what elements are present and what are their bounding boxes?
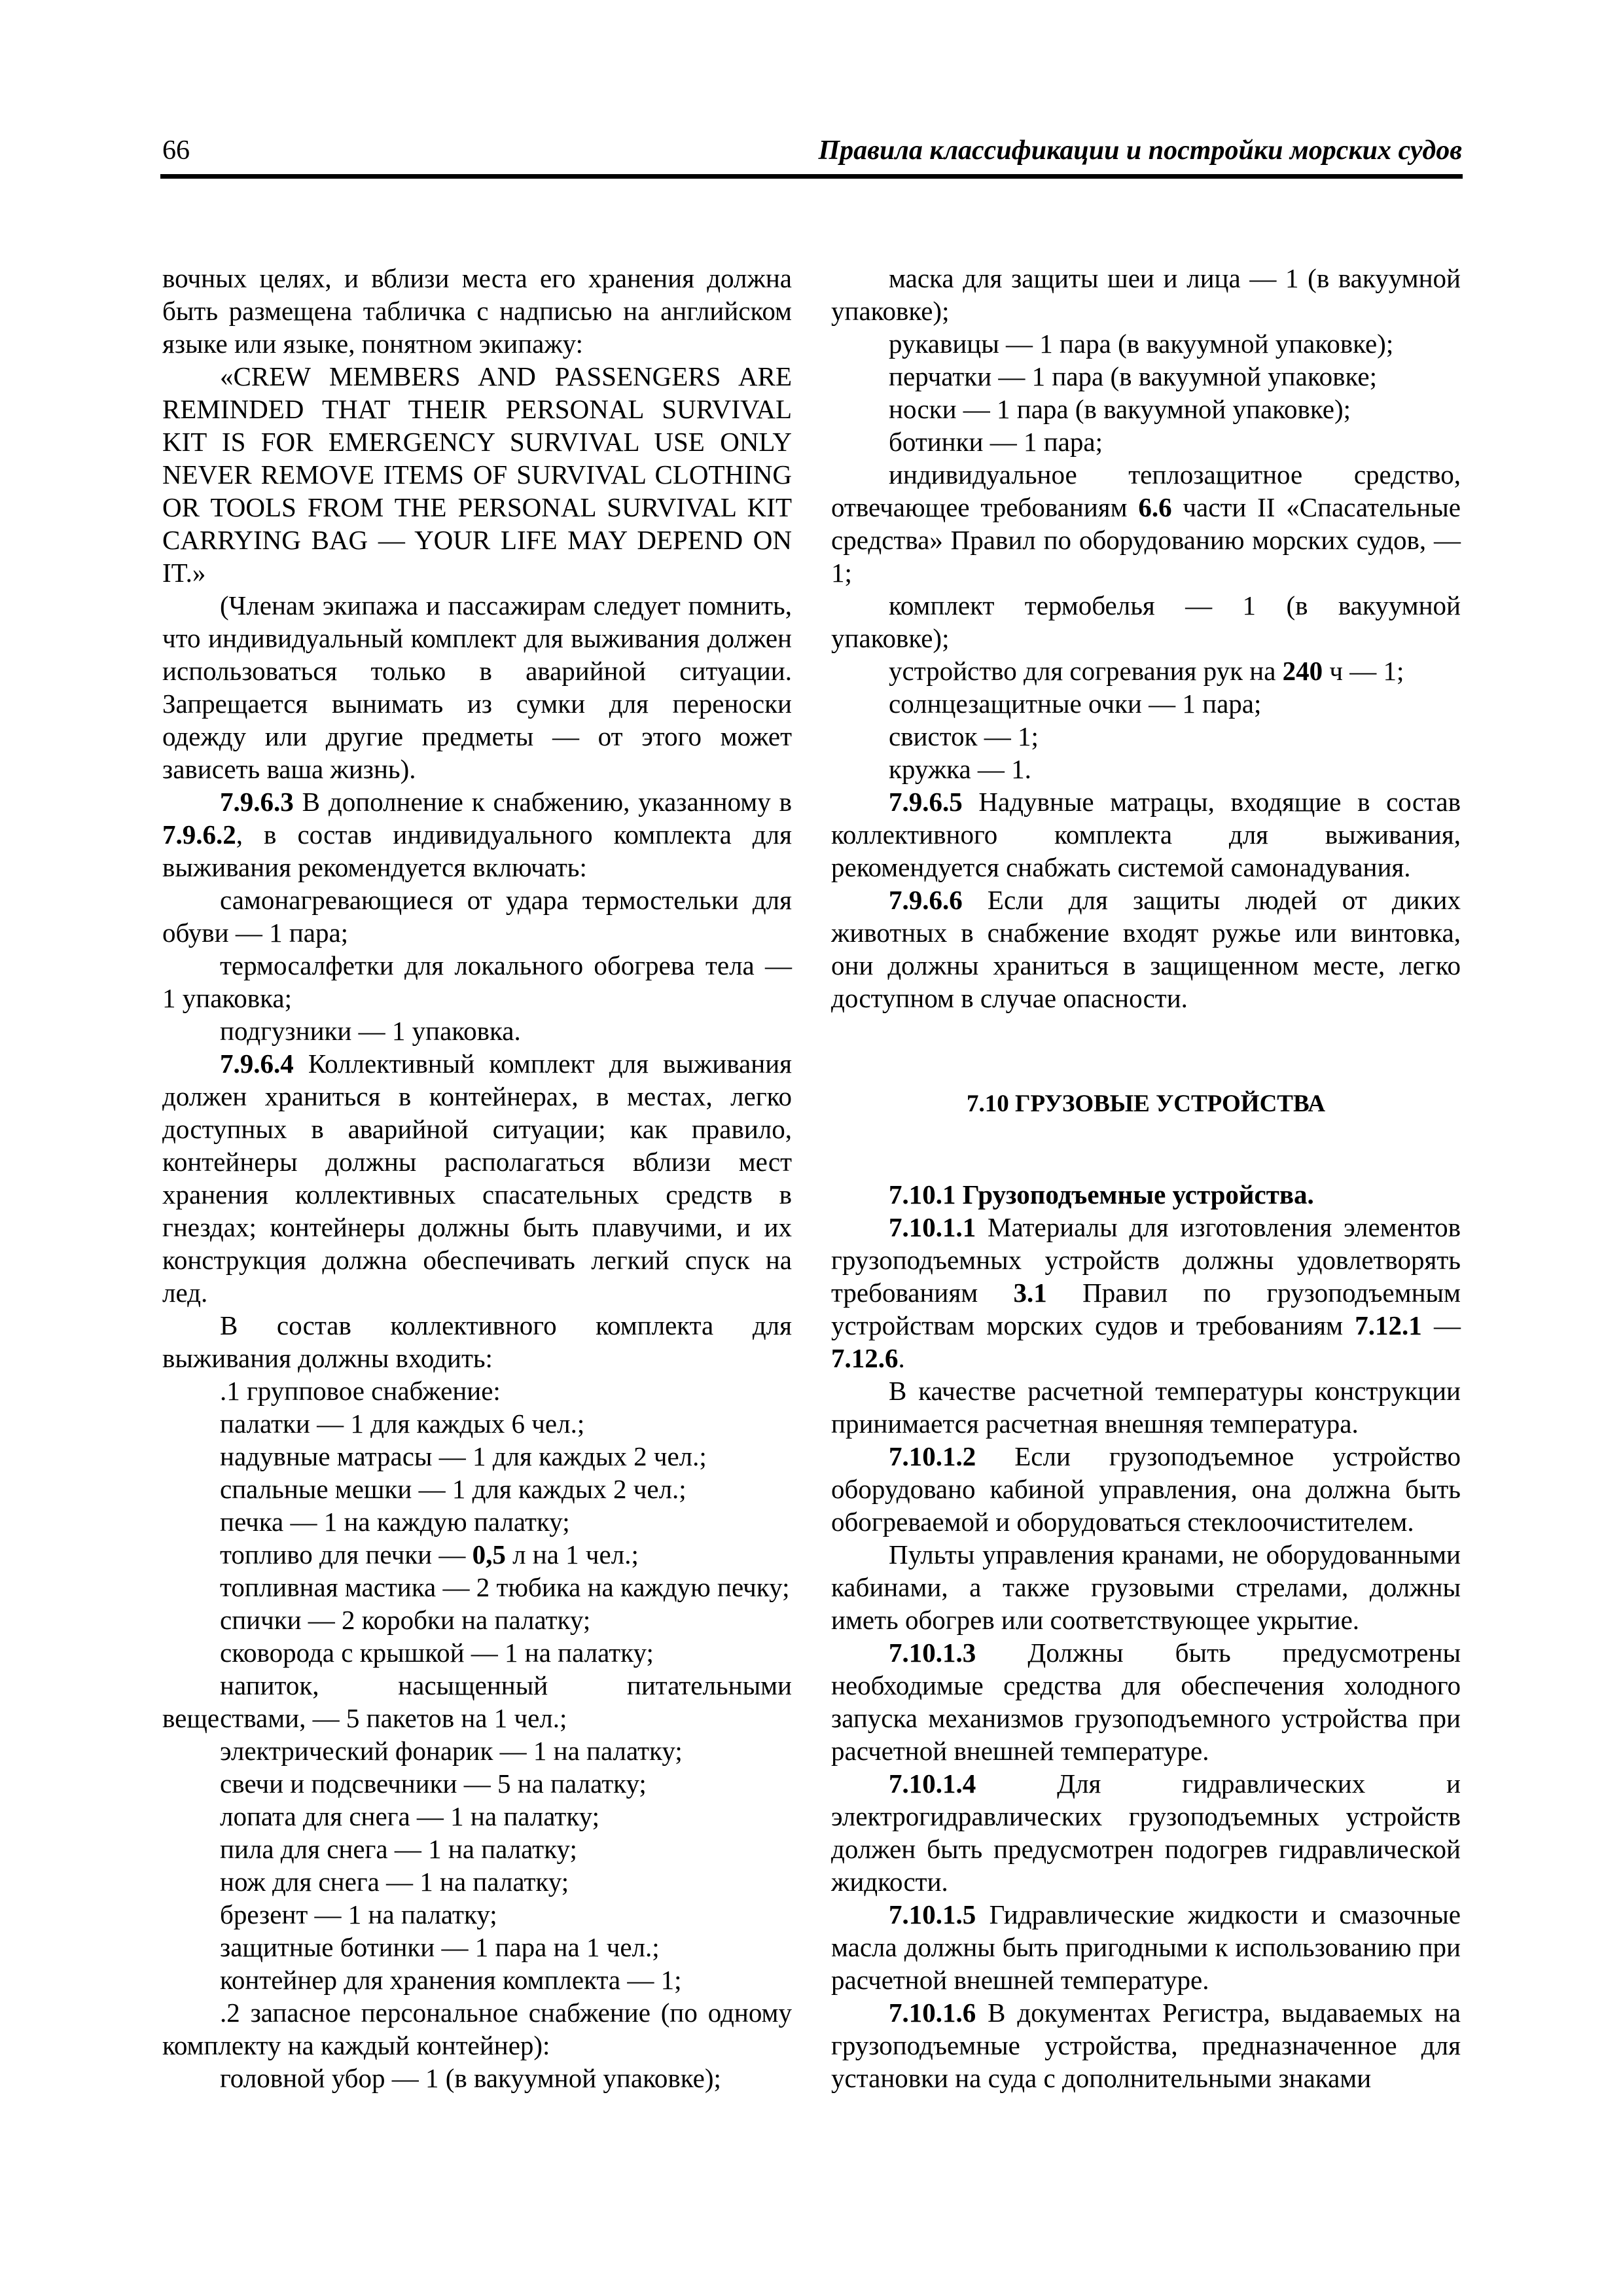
text-segment: печка — 1 на каждую палатку; (220, 1507, 570, 1537)
bold-text-segment: 7.10 ГРУЗОВЫЕ УСТРОЙСТВА (966, 1090, 1326, 1117)
paragraph (162, 2062, 792, 2094)
paragraph (162, 262, 792, 360)
text-segment: солнцезащитные очки — 1 пара; (889, 689, 1262, 719)
text-segment: рукавицы — 1 пара (в вакуумной упаковке); (889, 329, 1394, 359)
paragraph (831, 1538, 1461, 1636)
text-segment: В документах Регистра, выдаваемых на грузоподъемные устройства, предназначенное для установки на суда с дополнительными знаками (831, 1998, 1461, 2093)
paragraph (162, 884, 792, 949)
text-segment: головной убор — 1 (в вакуумной упаковке); (220, 2063, 721, 2093)
text-segment: Пульты управления кранами, не оборудованными кабинами, а также грузовыми стрелами, должны иметь обогрев или соответствующее укрытие. (831, 1539, 1461, 1635)
text-segment: подгузники — 1 упаковка. (220, 1016, 521, 1046)
paragraph (162, 1374, 792, 1407)
paragraph (831, 687, 1461, 720)
text-segment: В состав коллективного комплекта для выживания должны входить: (162, 1310, 792, 1373)
paragraph (162, 1604, 792, 1636)
bold-text-segment: 7.10.1.5 (889, 1899, 976, 1929)
paragraph (162, 1734, 792, 1767)
text-segment: части II «Спасательные средства» Правил по оборудованию морских судов, — 1; (831, 492, 1461, 588)
text-segment: Коллективный комплект для выживания должен храниться в контейнерах, в местах, легко доступных в аварийной ситуации; как правило, контейнеры должны располагаться вблизи мест хранения коллективных спасательных средств в гнездах; контейнеры должны быть плавучими, и их конструкция должна обеспечивать легкий спуск на лед. (162, 1049, 792, 1308)
paragraph (162, 1931, 792, 1964)
text-segment: нож для снега — 1 на палатку; (220, 1867, 569, 1897)
text-segment: сковорода с крышкой — 1 на палатку; (220, 1638, 654, 1668)
paragraph (162, 360, 792, 589)
page-number: 66 (162, 135, 190, 166)
text-segment: пила для снега — 1 на палатку; (220, 1834, 577, 1864)
paragraph (162, 1636, 792, 1669)
text-segment: термосалфетки для локального обогрева тела — 1 упаковка; (162, 950, 792, 1013)
paragraph (162, 785, 792, 884)
text-segment: (Членам экипажа и пассажирам следует помнить, что индивидуальный комплект для выживания должен использоваться только в аварийной ситуации. Запрещается вынимать из сумки для переноски одежду или другие предметы — от этого может зависеть ваша жизнь). (162, 590, 792, 784)
paragraph (162, 1964, 792, 1996)
text-segment: носки — 1 пара (в вакуумной упаковке); (889, 394, 1351, 424)
text-segment: маска для защиты шеи и лица — 1 (в вакуумной упаковке); (831, 263, 1461, 326)
paragraph (831, 884, 1461, 1014)
paragraph (831, 327, 1461, 360)
text-segment: ч — 1; (1323, 656, 1404, 686)
paragraph (831, 393, 1461, 425)
text-segment: свисток — 1; (889, 721, 1039, 751)
paragraph (162, 1767, 792, 1800)
bold-text-segment: 7.10.1.4 (889, 1768, 976, 1799)
paragraph (831, 1767, 1461, 1898)
text-segment: Для гидравлических и электрогидравлических грузоподъемных устройств должен быть предусмотрен подогрев гидравлической жидкости. (831, 1768, 1461, 1897)
text-segment: лопата для снега — 1 на палатку; (220, 1801, 600, 1831)
paragraph (831, 1440, 1461, 1538)
bold-text-segment: 7.9.6.2 (162, 819, 236, 850)
text-segment: кружка — 1. (889, 754, 1031, 784)
text-segment: Правил по грузоподъемным устройствам морских судов и требованиям (831, 1278, 1461, 1340)
text-segment: надувные матрасы — 1 для каждых 2 чел.; (220, 1441, 707, 1471)
text-segment: .2 запасное персональное снабжение (по одному комплекту на каждый контейнер): (162, 1998, 792, 2060)
bold-text-segment: 7.9.6.6 (889, 885, 963, 915)
paragraph (831, 753, 1461, 785)
paragraph (162, 1571, 792, 1604)
running-title: Правила классификации и постройки морских судов (818, 135, 1462, 166)
paragraph (831, 1996, 1461, 2094)
left-column (162, 262, 792, 2094)
paragraph (162, 1473, 792, 1505)
text-segment: Если грузоподъемное устройство оборудовано кабиной управления, она должна быть обогреваемой и оборудоваться стеклоочистителем. (831, 1441, 1461, 1537)
bold-text-segment: 240 (1282, 656, 1323, 686)
text-segment: . (898, 1343, 905, 1373)
paragraph (831, 589, 1461, 655)
paragraph (162, 1898, 792, 1931)
text-segment: л на 1 чел.; (505, 1539, 639, 1570)
bold-text-segment: 0,5 (472, 1539, 506, 1570)
paragraph (831, 425, 1461, 458)
paragraph (831, 458, 1461, 589)
paragraph (831, 1636, 1461, 1767)
text-segment: В дополнение к снабжению, указанному в (293, 787, 792, 817)
paragraph (162, 589, 792, 785)
text-segment: Материалы для изготовления элементов грузоподъемных устройств должны удовлетворять требованиям (831, 1212, 1461, 1308)
paragraph (831, 720, 1461, 753)
text-segment: палатки — 1 для каждых 6 чел.; (220, 1408, 585, 1439)
paragraph (831, 262, 1461, 327)
bold-text-segment: 7.10.1.6 (889, 1998, 976, 2028)
paragraph (831, 1211, 1461, 1374)
paragraph (162, 1865, 792, 1898)
text-segment: Надувные матрацы, входящие в состав коллективного комплекта для выживания, рекомендуется снабжать системой самонадувания. (831, 787, 1461, 882)
bold-text-segment: 7.10.1.3 (889, 1638, 976, 1668)
bold-text-segment: 7.9.6.3 (220, 787, 294, 817)
text-segment: ботинки — 1 пара; (889, 427, 1103, 457)
paragraph (162, 1800, 792, 1833)
text-segment: электрический фонарик — 1 на палатку; (220, 1736, 683, 1766)
text-segment: спальные мешки — 1 для каждых 2 чел.; (220, 1474, 687, 1504)
text-segment: В качестве расчетной температуры конструкции принимается расчетная внешняя температура. (831, 1376, 1461, 1439)
paragraph (162, 949, 792, 1014)
text-segment: — (1421, 1310, 1461, 1340)
text-segment: напиток, насыщенный питательными веществами, — 5 пакетов на 1 чел.; (162, 1670, 792, 1733)
paragraph (831, 1898, 1461, 1996)
bold-text-segment: 3.1 (1013, 1278, 1047, 1308)
text-segment: .1 групповое снабжение: (220, 1376, 501, 1406)
text-segment: контейнер для хранения комплекта — 1; (220, 1965, 682, 1995)
paragraph (831, 785, 1461, 884)
header-rule (160, 174, 1463, 179)
text-segment: Должны быть предусмотрены необходимые средства для обеспечения холодного запуска механизмов грузоподъемного устройства при расчетной внешней температуре. (831, 1638, 1461, 1766)
text-segment: вочных целях, и вблизи места его хранения должна быть размещена табличка с надписью на английском языке или языке, понятном экипажу: (162, 263, 792, 359)
bold-text-segment: 7.10.1.1 (889, 1212, 976, 1242)
text-segment: , в состав индивидуального комплекта для выживания рекомендуется включать: (162, 819, 792, 882)
bold-text-segment: 7.10.1.2 (889, 1441, 976, 1471)
text-segment: свечи и подсвечники — 5 на палатку; (220, 1768, 647, 1799)
text-segment: устройство для согревания рук на (889, 656, 1283, 686)
text-segment: самонагревающиеся от удара термостельки для обуви — 1 пара; (162, 885, 792, 948)
bold-text-segment: 7.12.1 (1355, 1310, 1422, 1340)
paragraph (831, 1374, 1461, 1440)
paragraph (162, 1669, 792, 1734)
paragraph (162, 1538, 792, 1571)
bold-text-segment: 7.9.6.5 (889, 787, 963, 817)
section-heading (831, 1088, 1461, 1121)
paragraph (162, 1014, 792, 1047)
paragraph (162, 1309, 792, 1374)
bold-text-segment: 6.6 (1138, 492, 1172, 522)
bold-text-segment: 7.9.6.4 (220, 1049, 294, 1079)
paragraph (831, 655, 1461, 687)
text-segment: топливная мастика — 2 тюбика на каждую печку; (220, 1572, 790, 1602)
right-column (831, 262, 1461, 2094)
text-segment: Гидравлические жидкости и смазочные масла должны быть пригодными к использованию при расчетной внешней температуре. (831, 1899, 1461, 1995)
paragraph (162, 1440, 792, 1473)
text-segment: Если для защиты людей от диких животных в снабжение входят ружье или винтовка, они должны храниться в защищенном месте, легко доступном в случае опасности. (831, 885, 1461, 1013)
paragraph (162, 1996, 792, 2062)
text-segment: защитные ботинки — 1 пара на 1 чел.; (220, 1932, 660, 1962)
text-segment: брезент — 1 на палатку; (220, 1899, 497, 1929)
paragraph (162, 1833, 792, 1865)
text-segment: «CREW MEMBERS AND PASSENGERS ARE REMINDED THAT THEIR PERSONAL SURVIVAL KIT IS FOR EMERGENCY SURVIVAL USE ONLY NEVER REMOVE ITEMS OF SURVIVAL CLOTHING OR TOOLS FROM THE PERSONAL SURVIVAL KIT CARRYING BAG — YOUR LIFE MAY DEPEND ON IT.» (162, 361, 792, 588)
text-segment: индивидуальное теплозащитное средство, отвечающее требованиям (831, 459, 1461, 522)
text-segment: топливо для печки — (220, 1539, 473, 1570)
bold-text-segment: 7.10.1 Грузоподъемные устройства. (889, 1179, 1314, 1210)
text-segment: перчатки — 1 пара (в вакуумной упаковке; (889, 361, 1377, 391)
paragraph (831, 360, 1461, 393)
paragraph (162, 1505, 792, 1538)
paragraph (162, 1407, 792, 1440)
paragraph (831, 1178, 1461, 1211)
bold-text-segment: 7.12.6 (831, 1343, 899, 1373)
paragraph (162, 1047, 792, 1309)
text-segment: спички — 2 коробки на палатку; (220, 1605, 591, 1635)
text-segment: комплект термобелья — 1 (в вакуумной упаковке); (831, 590, 1461, 653)
